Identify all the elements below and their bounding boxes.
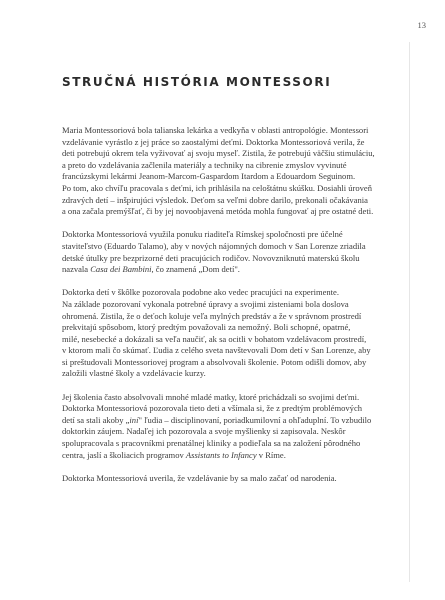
paragraph [62,229,407,275]
page-number: 13 [417,20,426,30]
text-line: a preto do vzdelávania začlenila materiály a techniky na cibrenie zmyslov vyvinuté [62,159,347,170]
text-line: Na základe pozorovaní vykonala potrebné úpravy a svojimi zisteniami bola doslova [62,298,349,309]
paragraph [62,473,407,485]
text-line: Doktorka Montessoriová uverila, že vzdelávanie by sa malo začať od narodenia. [62,472,337,483]
paragraph [62,287,407,380]
text-line: založili vlastné školy a vzdelávacie kurzy. [62,368,206,379]
paragraph [62,125,407,218]
text-line: vzdelávanie vyrástlo z jej práce so zaostalými deťmi. Doktorka Montessoriová verila, že [62,136,365,147]
text-line: Doktorka detí v škôlke pozorovala podobne ako vedec pracujúci na experimente. [62,287,339,298]
text-line: milé, nesebecké a dokázali sa veľa naučiť, ak sa ocitli v bohatom vzdelávacom prostredí, [62,333,367,344]
article-body [62,125,407,496]
text-line: v ktorom mali čo skúmať. Ľudia z celého sveta navštevovali Dom detí v San Lorenze, aby [62,345,371,356]
text-line: doktorkin záujem. Nadaľej ich pozorovala a svoje myšlienky si zapisovala. Neskôr [62,426,346,437]
text-line: centra, jaslí a školiacich programov Assistants to Infancy v Ríme. [62,449,286,460]
text-line: spolupracovala s pracovníkmi prenatálnej kliniky a podieľala sa na založení pôrodného [62,438,361,449]
text-line: a ona začala premýšľať, či by jej novoobjavená metóda mohla fungovať aj pre ostatné deti. [62,206,374,217]
text-line: Po tom, ako chvíľu pracovala s deťmi, ich prihlásila na celoštátnu skúšku. Dosiahli úroveň [62,182,372,193]
page-title: STRUČNÁ HISTÓRIA MONTESSORI [62,75,332,89]
text-line: staviteľstvo (Eduardo Talamo), aby v nových nájomných domoch v San Lorenze zriadila [62,240,366,251]
text-line: Maria Montessoriová bola talianska lekárka a vedkyňa v oblasti antropológie. Montessori [62,125,369,135]
text-line: prekvitajú spôsobom, ktorý predtým považovali za nemožný. Boli schopné, opatrné, [62,322,351,333]
text-line: nazvala Casa dei Bambini, čo znamená „Dom detí". [62,264,240,275]
text-line: francúzskymi lekármi Jeanom-Marcom-Gaspardom Itardom a Edouardom Seguinom. [62,171,356,182]
text-line: si preštudovali Montessoriovej program a absolvovali školenie. Potom odišli domov, aby [62,356,367,367]
text-line: zdravých detí – inšpirujúci výsledok. Deťom sa veľmi dobre darilo, prekonali očakávania [62,194,368,205]
text-line: Doktorka Montessoriová pozorovala tieto deti a všímala si, že z predtým problémových [62,403,363,414]
text-line: detské útulky pre bezprizorné deti pracujúcich rodičov. Novovzniknutú materskú školu [62,252,360,263]
text-line: Jej školenia často absolvovali mnohé mladé matky, ktoré prichádzali so svojimi deťmi. [62,391,360,402]
text-line: detí sa stali akoby „iní" ľudia – disciplinovaní, poriadkumilovní a ohľaduplní. To vzbudilo [62,414,372,425]
paragraph [62,392,407,462]
text-line: Doktorka Montessoriová využila ponuku riaditeľa Rímskej spoločnosti pre účelné [62,229,343,240]
text-line: deti potrebujú okrem tela vyživovať aj svoju myseľ. Zistila, že potrebujú väčšiu stimuláciu, [62,148,375,159]
text-line: ohromená. Zistila, že o deťoch koluje veľa mylných predstáv a že v správnom prostredí [62,310,362,321]
margin-rule [409,42,410,582]
